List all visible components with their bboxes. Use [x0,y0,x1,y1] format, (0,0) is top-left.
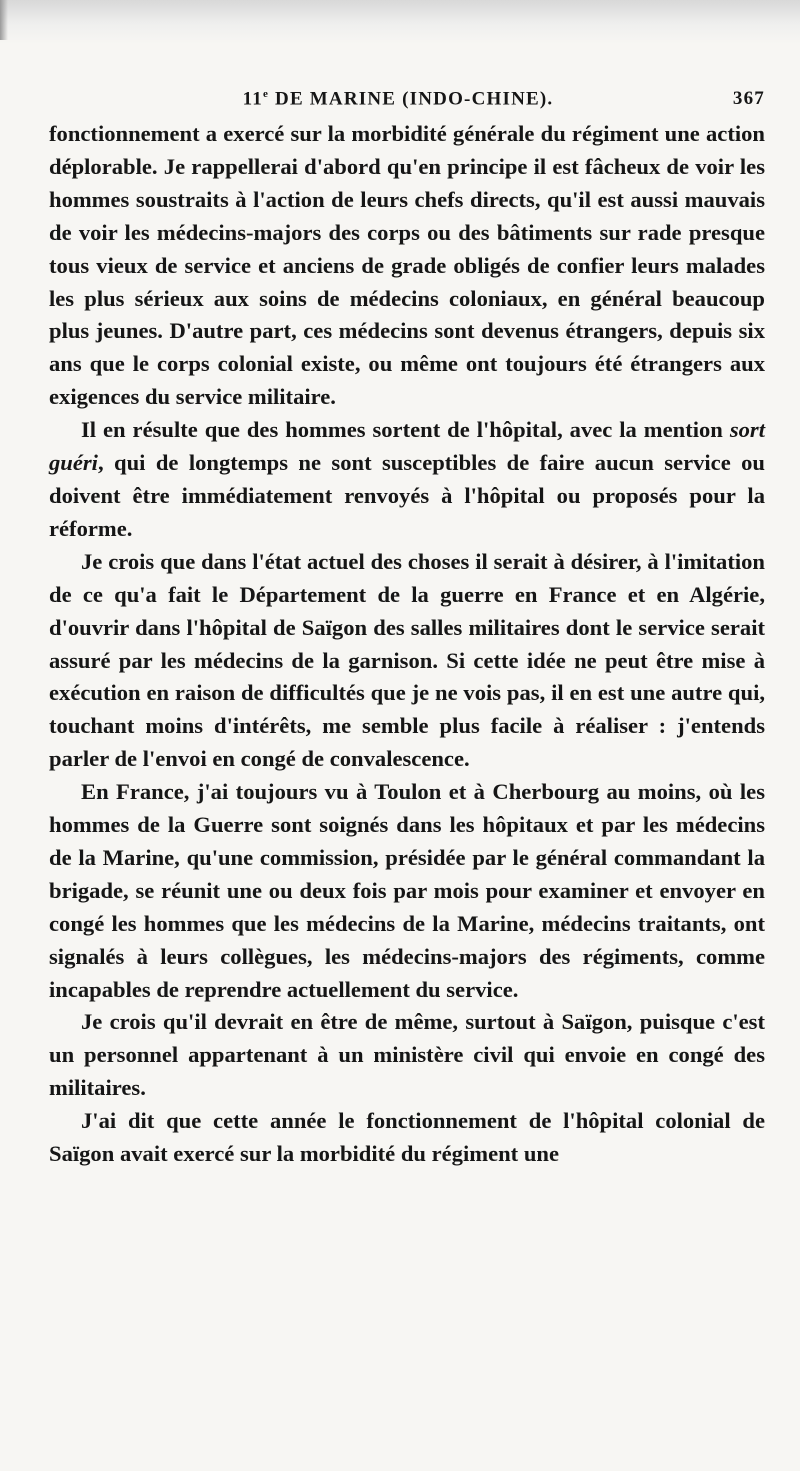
chapter-title [49,88,765,110]
paragraph: fonctionnement a exercé sur la morbidité générale du régiment une action déplorable. Je rappellerai d'abord qu'en principe il est fâcheux de voir les hommes soustraits à l'action de leurs chefs directs, qu'il est aussi mauvais de voir les médecins-majors des corps ou des bâtiments sur rade presque tous vieux de service et anciens de grade obligés de confier leurs malades les plus sérieux aux soins de médecins coloniaux, en général beaucoup plus jeunes. D'autre part, ces médecins sont devenus étrangers, depuis six ans que le corps colonial existe, ou même ont toujours été étrangers aux exigences du service militaire. [49,121,765,410]
page-number: 367 [732,88,765,109]
paragraph-text: , qui de longtemps ne sont susceptibles de faire aucun service ou doivent être immédiatement renvoyés à l'hôpital ou proposés pour la réforme. [49,450,765,541]
body-text [49,118,765,1171]
paragraph: Je crois qu'il devrait en être de même, surtout à Saïgon, puisque c'est un personnel appartenant à un ministère civil qui envoie en congé des militaires. [49,1009,765,1101]
title-superscript: e [263,88,270,100]
scan-edge-mark [0,0,8,40]
title-number: 11 [242,88,263,110]
scan-top-shadow [0,0,800,44]
paragraph: J'ai dit que cette année le fonctionnement de l'hôpital colonial de Saïgon avait exercé sur la morbidité du régiment une [49,1108,765,1167]
paragraph: En France, j'ai toujours vu à Toulon et à Cherbourg au moins, où les hommes de la Guerre sont soignés dans les hôpitaux et par les médecins de la Marine, qu'une commission, présidée par le général commandant la brigade, se réunit une ou deux fois par mois pour examiner et envoyer en congé les hommes que les médecins de la Marine, médecins traitants, ont signalés à leurs collègues, les médecins-majors des régiments, comme incapables de reprendre actuellement du service. [49,779,765,1002]
paragraph-text: Il en résulte que des hommes sortent de l'hôpital, avec la mention [81,417,730,443]
paragraph [49,414,765,546]
italic-term: sort guéri [49,417,765,476]
running-header [49,82,765,116]
book-page [49,82,765,1171]
title-text: DE MARINE (INDO-CHINE). [269,88,554,110]
paragraph: Je crois que dans l'état actuel des choses il serait à désirer, à l'imitation de ce qu'a fait le Département de la guerre en France et en Algérie, d'ouvrir dans l'hôpital de Saïgon des salles militaires dont le service serait assuré par les médecins de la garnison. Si cette idée ne peut être mise à exécution en raison de difficultés que je ne vois pas, il en est une autre qui, touchant moins d'intérêts, me semble plus facile à réaliser : j'entends parler de l'envoi en congé de convalescence. [49,548,765,772]
